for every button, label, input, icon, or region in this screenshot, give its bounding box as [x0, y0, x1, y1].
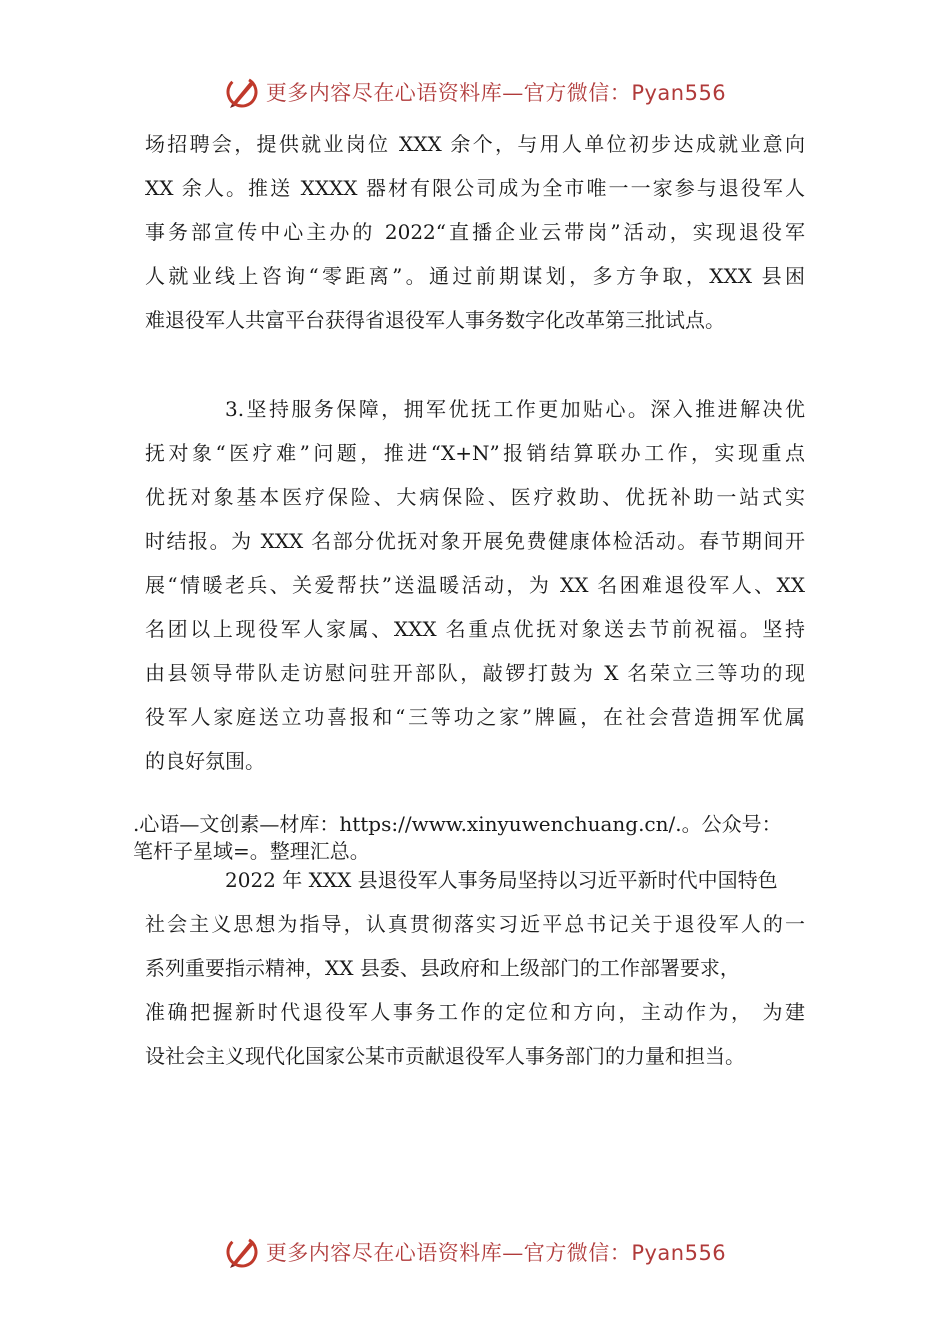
text-line: 的良好氛围。 — [145, 749, 265, 773]
text-line: 由县领导带队走访慰问驻开部队，敲锣打鼓为 X 名荣立三等功的现 — [145, 661, 805, 685]
paragraph-employment — [145, 122, 805, 342]
text-line: 时结报。为 XXX 名部分优抚对象开展免费健康体检活动。春节期间开 — [145, 529, 805, 553]
pen-logo-icon — [224, 1234, 260, 1270]
text-line: 3.坚持服务保障，拥军优抚工作更加贴心。深入推进解决优 — [225, 397, 805, 421]
header-watermark — [0, 72, 950, 112]
source-note — [133, 811, 823, 865]
text-line: 展“情暖老兵、关爱帮扶”送温暖活动，为 XX 名困难退役军人、XX — [145, 573, 805, 597]
note-line: .心语—文创素—材库：https://www.xinyuwenchuang.cn/.。公众号： — [133, 812, 782, 836]
text-line: 优抚对象基本医疗保险、大病保险、医疗救助、优抚补助一站式实 — [145, 485, 805, 509]
text-line: 2022 年 XXX 县退役军人事务局坚持以习近平新时代中国特色 — [225, 868, 778, 892]
note-line: 笔杆子星域=。整理汇总。 — [133, 839, 370, 863]
text-line: 系列重要指示精神，XX 县委、县政府和上级部门的工作部署要求， — [145, 956, 740, 980]
paragraph-summary — [145, 858, 805, 1078]
text-line: 抚对象“医疗难”问题，推进“X+N”报销结算联办工作，实现重点 — [145, 441, 805, 465]
text-line: 役军人家庭送立功喜报和“三等功之家”牌匾，在社会营造拥军优属 — [145, 705, 805, 729]
paragraph-service-guarantee — [145, 387, 805, 783]
watermark-text: 更多内容尽在心语资料库—官方微信：Pyan556 — [265, 1241, 727, 1265]
pen-logo-icon — [224, 74, 260, 110]
text-line: 设社会主义现代化国家公某市贡献退役军人事务部门的力量和担当。 — [145, 1044, 745, 1068]
footer-watermark — [0, 1232, 950, 1272]
text-line: 事务部宣传中心主办的 2022“直播企业云带岗”活动，实现退役军 — [145, 220, 805, 244]
text-line: 社会主义思想为指导，认真贯彻落实习近平总书记关于退役军人的一 — [145, 912, 805, 936]
text-line: 名团以上现役军人家属、XXX 名重点优抚对象送去节前祝福。坚持 — [145, 617, 805, 641]
text-line: XX 余人。推送 XXXX 器材有限公司成为全市唯一一家参与退役军人 — [145, 176, 805, 200]
watermark-text: 更多内容尽在心语资料库—官方微信：Pyan556 — [265, 81, 727, 105]
text-line: 场招聘会，提供就业岗位 XXX 余个，与用人单位初步达成就业意向 — [145, 132, 805, 156]
text-line: 人就业线上咨询“零距离”。通过前期谋划，多方争取，XXX 县困 — [145, 264, 805, 288]
text-line: 难退役军人共富平台获得省退役军人事务数字化改革第三批试点。 — [145, 308, 725, 332]
text-line: 准确把握新时代退役军人事务工作的定位和方向，主动作为， 为建 — [145, 1000, 805, 1024]
